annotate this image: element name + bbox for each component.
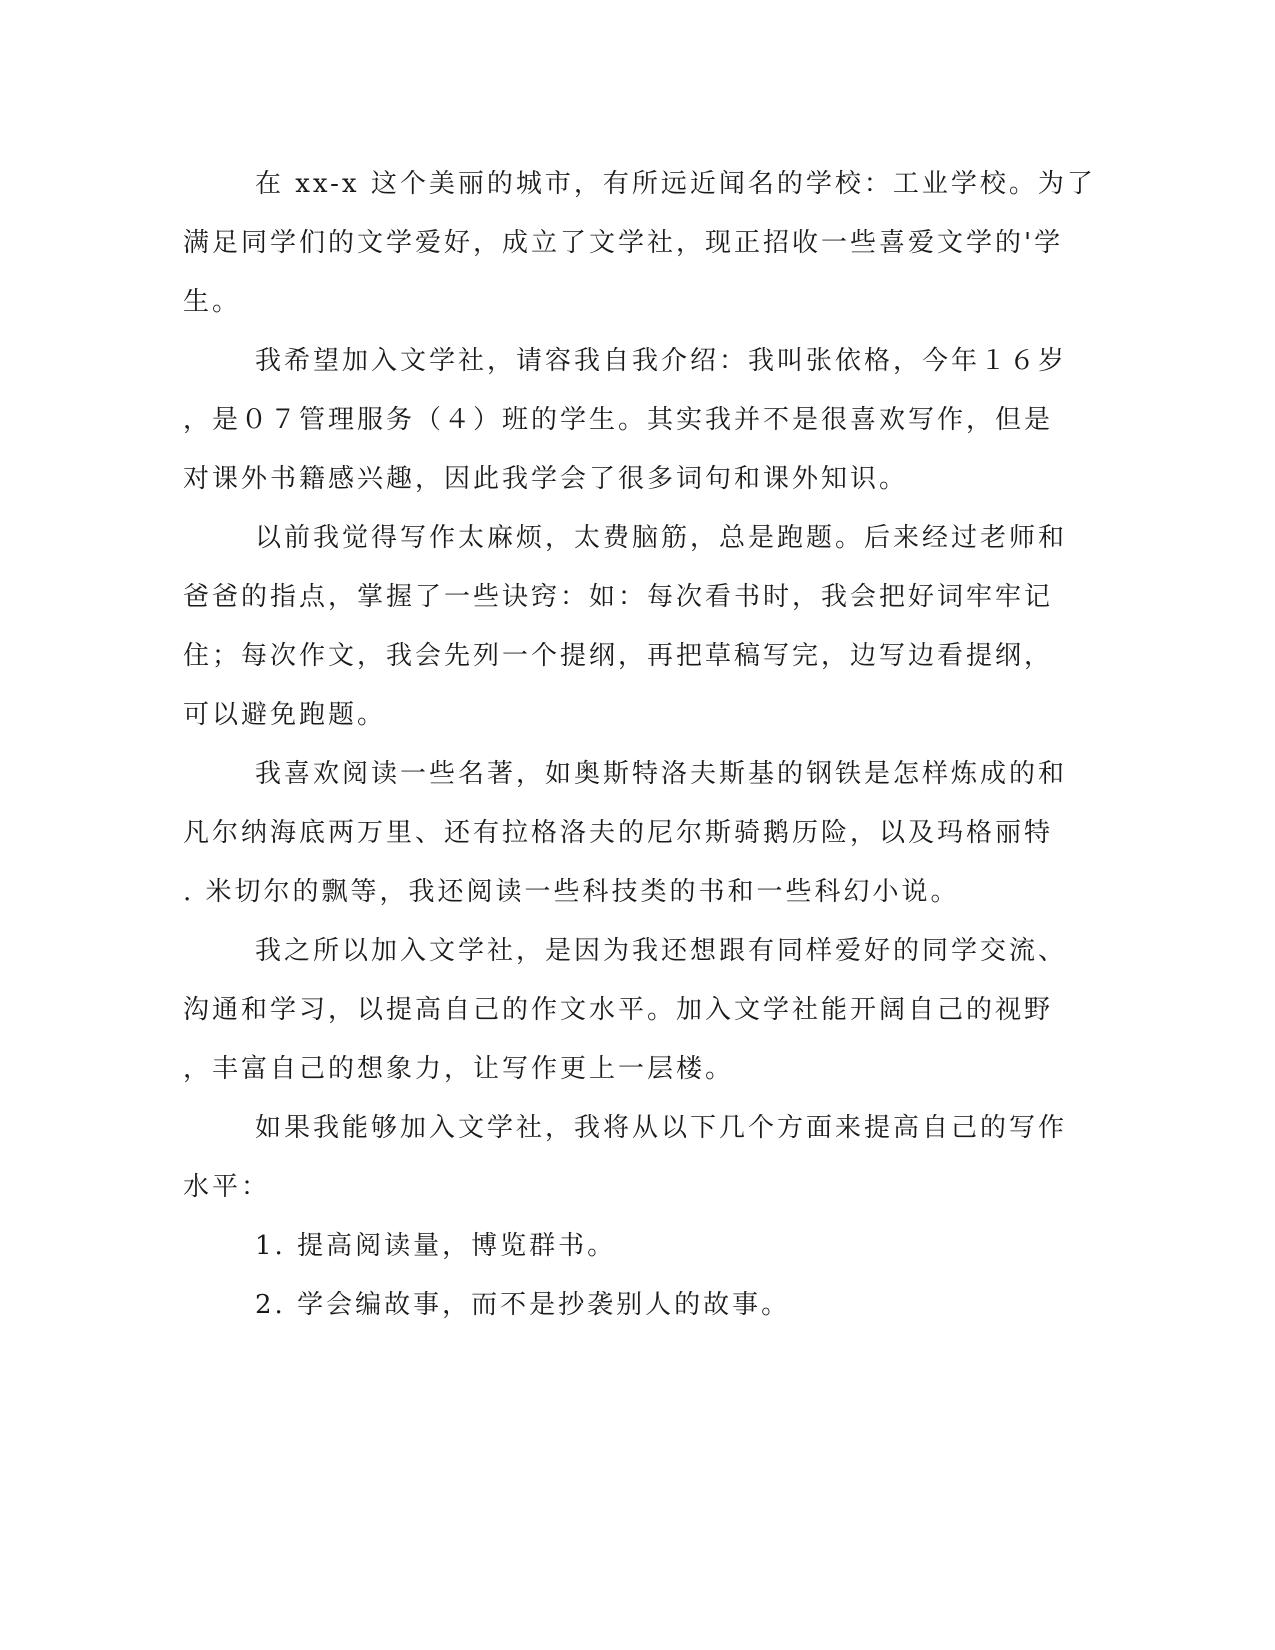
text-line: 1. 提高阅读量，博览群书。 (255, 1231, 617, 1261)
text-line: 可以避免跑题。 (183, 700, 387, 730)
text-line: 爸爸的指点，掌握了一些诀窍：如：每次看书时，我会把好词牢牢记 (183, 582, 1054, 612)
document-body (183, 155, 1096, 1335)
text-line: 满足同学们的文学爱好，成立了文学社，现正招收一些喜爱文学的'学 (183, 228, 1064, 258)
paragraph-reason (183, 922, 1068, 1099)
text-line: . 米切尔的飘等，我还阅读一些科技类的书和一些科幻小说。 (183, 877, 960, 907)
text-line: ，丰富自己的想象力，让写作更上一层楼。 (183, 1054, 735, 1084)
list-item-2 (183, 1276, 1043, 1335)
text-line: 对课外书籍感兴趣，因此我学会了很多词句和课外知识。 (183, 464, 909, 494)
text-line: 如果我能够加入文学社，我将从以下几个方面来提高自己的写作 (255, 1113, 1068, 1143)
text-line: 我喜欢阅读一些名著，如奥斯特洛夫斯基的钢铁是怎样炼成的和 (255, 759, 1068, 789)
paragraph-plan (183, 1099, 1068, 1217)
list-item-1 (183, 1217, 1043, 1276)
paragraph-reading (183, 745, 1068, 922)
text-line: 水平： (183, 1172, 271, 1202)
paragraph-self-introduction (183, 332, 1068, 509)
paragraph-intro (183, 155, 1096, 332)
paragraph-writing-experience (183, 509, 1068, 745)
text-line: 2. 学会编故事，而不是抄袭别人的故事。 (255, 1290, 791, 1320)
text-line: 凡尔纳海底两万里、还有拉格洛夫的尼尔斯骑鹅历险，以及玛格丽特 (183, 818, 1054, 848)
text-line: 我希望加入文学社，请容我自我介绍：我叫张依格，今年１６岁 (255, 346, 1068, 376)
text-line: ，是０７管理服务（４）班的学生。其实我并不是很喜欢写作，但是 (183, 405, 1054, 435)
text-line: 生。 (183, 287, 242, 317)
text-line: 住；每次作文，我会先列一个提纲，再把草稿写完，边写边看提纲， (183, 641, 1054, 671)
text-line: 在 xx-x 这个美丽的城市，有所远近闻名的学校：工业学校。为了 (255, 169, 1096, 199)
text-line: 我之所以加入文学社，是因为我还想跟有同样爱好的同学交流、 (255, 936, 1068, 966)
text-line: 以前我觉得写作太麻烦，太费脑筋，总是跑题。后来经过老师和 (255, 523, 1068, 553)
text-line: 沟通和学习，以提高自己的作文水平。加入文学社能开阔自己的视野 (183, 995, 1054, 1025)
